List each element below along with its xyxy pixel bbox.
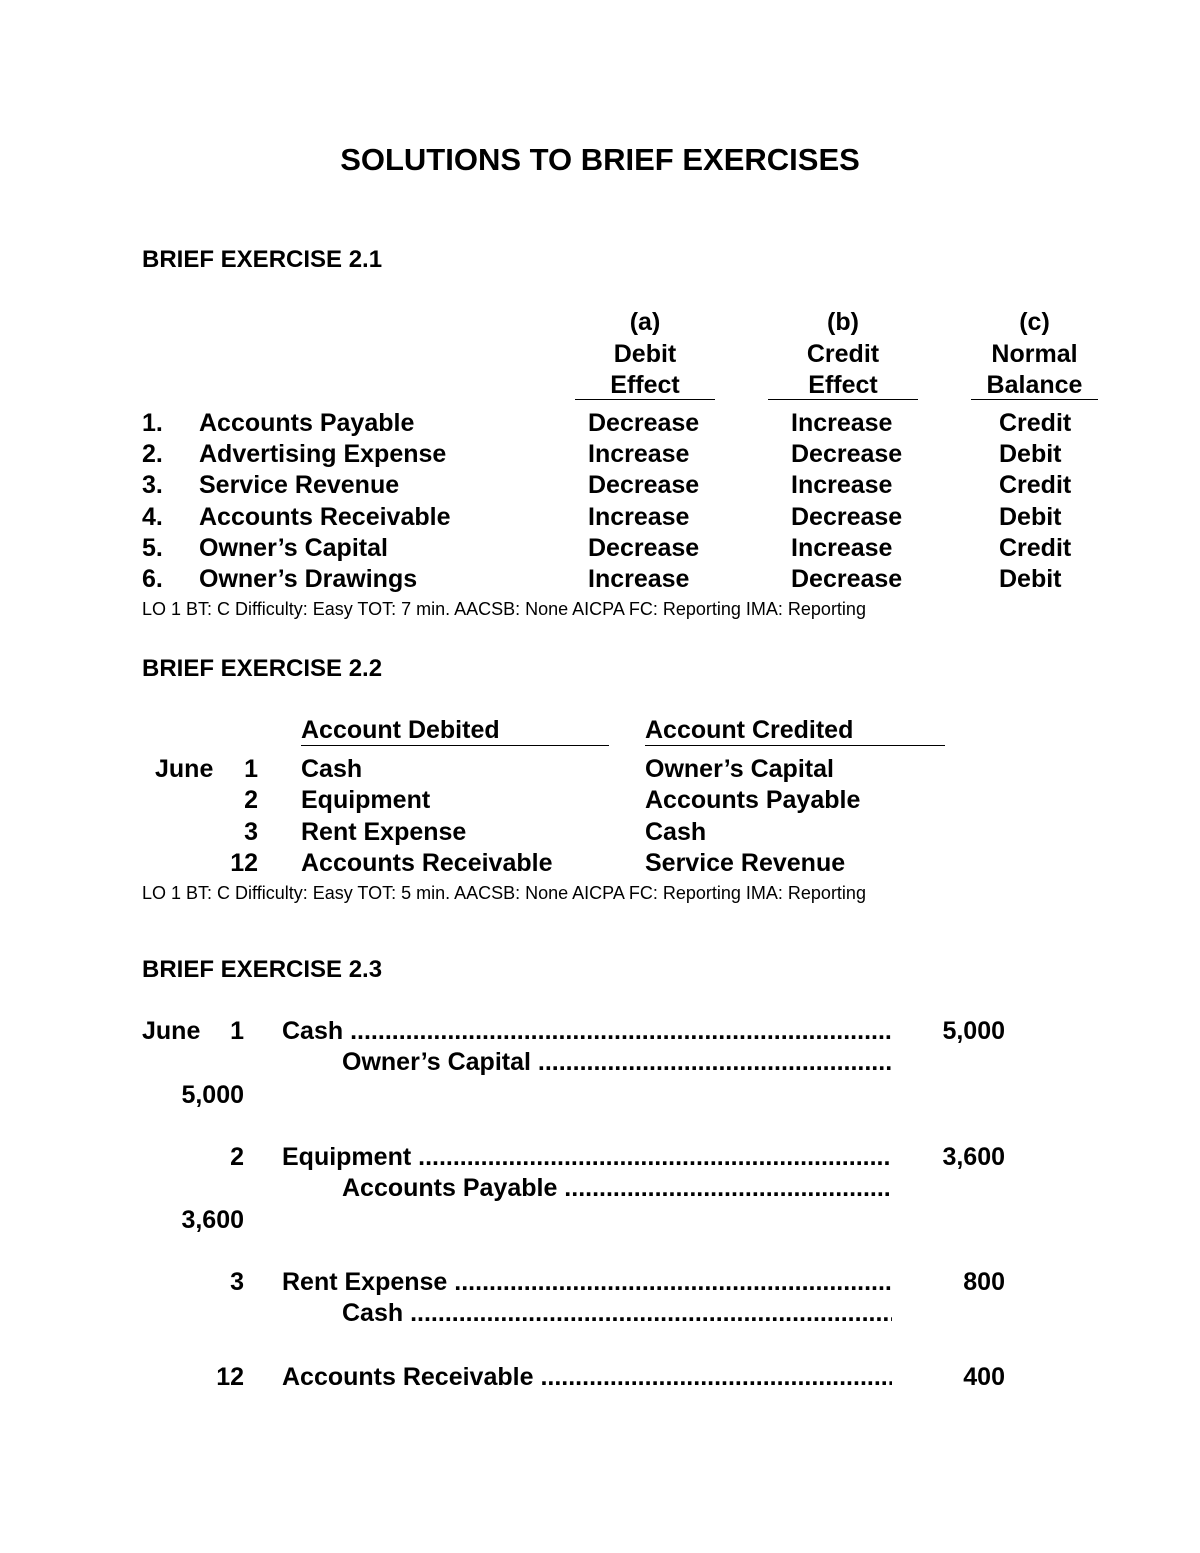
col-b-line1: Credit (806, 340, 880, 368)
col-a-line2: Effect (610, 371, 680, 399)
entry-day: 12 (216, 1363, 244, 1391)
account-name: Service Revenue (199, 471, 400, 499)
month-label: June (155, 755, 214, 783)
account-debited: Cash (301, 755, 363, 783)
debit-account: Equipment ..... (282, 1143, 892, 1172)
col-b-letter: (b) (827, 308, 859, 336)
month-label: June (142, 1017, 201, 1045)
col-b-line2: Effect (808, 371, 878, 399)
debit-amount: 5,000 (942, 1017, 1005, 1045)
account-credited: Owner’s Capital (645, 755, 834, 783)
account-credited: Accounts Payable (645, 786, 861, 814)
row-number: 6. (142, 565, 163, 593)
credit-effect: Increase (791, 534, 893, 562)
col-a-underline (575, 399, 715, 400)
credit-account: Accounts Payable ..... (342, 1174, 892, 1203)
entry-day: 2 (230, 1143, 244, 1171)
col-a-line1: Debit (613, 340, 677, 368)
col-c-letter: (c) (1019, 308, 1050, 336)
debit-amount: 800 (963, 1268, 1005, 1296)
account-name: Accounts Receivable (199, 503, 451, 531)
debit-amount: 3,600 (942, 1143, 1005, 1171)
row-number: 4. (142, 503, 163, 531)
day: 3 (244, 818, 258, 846)
account-debited: Accounts Receivable (301, 849, 553, 877)
account-credited: Cash (645, 818, 707, 846)
ex2-metadata: LO 1 BT: C Difficulty: Easy TOT: 5 min. AACSB: None AICPA FC: Reporting IMA: Reporting (142, 883, 866, 903)
normal-balance: Debit (999, 503, 1062, 531)
normal-balance: Debit (999, 440, 1062, 468)
debit-effect: Decrease (588, 409, 700, 437)
normal-balance: Credit (999, 409, 1072, 437)
credit-amount: 5,000 (181, 1081, 244, 1109)
credit-effect: Increase (791, 409, 893, 437)
col-debited-underline (301, 745, 609, 746)
normal-balance: Debit (999, 565, 1062, 593)
debit-effect: Increase (588, 565, 690, 593)
debit-account: Cash ..... (282, 1017, 892, 1046)
debit-amount: 400 (963, 1363, 1005, 1391)
page-title: SOLUTIONS TO BRIEF EXERCISES (340, 142, 860, 177)
ex3-heading: BRIEF EXERCISE 2.3 (142, 956, 383, 983)
entry-day: 1 (230, 1017, 244, 1045)
day: 1 (244, 755, 258, 783)
ex1-heading: BRIEF EXERCISE 2.1 (142, 246, 383, 273)
debit-effect: Increase (588, 440, 690, 468)
row-number: 5. (142, 534, 163, 562)
row-number: 1. (142, 409, 163, 437)
credit-effect: Decrease (791, 565, 903, 593)
credit-effect: Decrease (791, 503, 903, 531)
debit-effect: Decrease (588, 534, 700, 562)
debit-effect: Decrease (588, 471, 700, 499)
account-name: Owner’s Drawings (199, 565, 418, 593)
account-name: Advertising Expense (199, 440, 447, 468)
ex1-metadata: LO 1 BT: C Difficulty: Easy TOT: 7 min. AACSB: None AICPA FC: Reporting IMA: Reporting (142, 599, 866, 619)
day: 12 (230, 849, 258, 877)
col-account-credited: Account Credited (645, 716, 854, 744)
account-debited: Rent Expense (301, 818, 467, 846)
credit-effect: Decrease (791, 440, 903, 468)
col-b-underline (768, 399, 918, 400)
entry-day: 3 (230, 1268, 244, 1296)
row-number: 3. (142, 471, 163, 499)
credit-account: Owner’s Capital ..... (342, 1048, 892, 1077)
col-credited-underline (645, 745, 945, 746)
account-debited: Equipment (301, 786, 431, 814)
normal-balance: Credit (999, 471, 1072, 499)
row-number: 2. (142, 440, 163, 468)
col-c-line2: Balance (986, 371, 1083, 399)
col-c-line1: Normal (991, 340, 1078, 368)
col-account-debited: Account Debited (301, 716, 500, 744)
debit-account: Accounts Receivable ..... (282, 1363, 892, 1392)
normal-balance: Credit (999, 534, 1072, 562)
credit-amount: 3,600 (181, 1206, 244, 1234)
ex2-heading: BRIEF EXERCISE 2.2 (142, 655, 383, 682)
debit-effect: Increase (588, 503, 690, 531)
credit-effect: Increase (791, 471, 893, 499)
debit-account: Rent Expense ..... (282, 1268, 892, 1297)
day: 2 (244, 786, 258, 814)
credit-account: Cash ..... (342, 1299, 892, 1328)
account-name: Owner’s Capital (199, 534, 388, 562)
account-credited: Service Revenue (645, 849, 846, 877)
col-c-underline (971, 399, 1098, 400)
col-a-letter: (a) (629, 308, 661, 336)
account-name: Accounts Payable (199, 409, 415, 437)
